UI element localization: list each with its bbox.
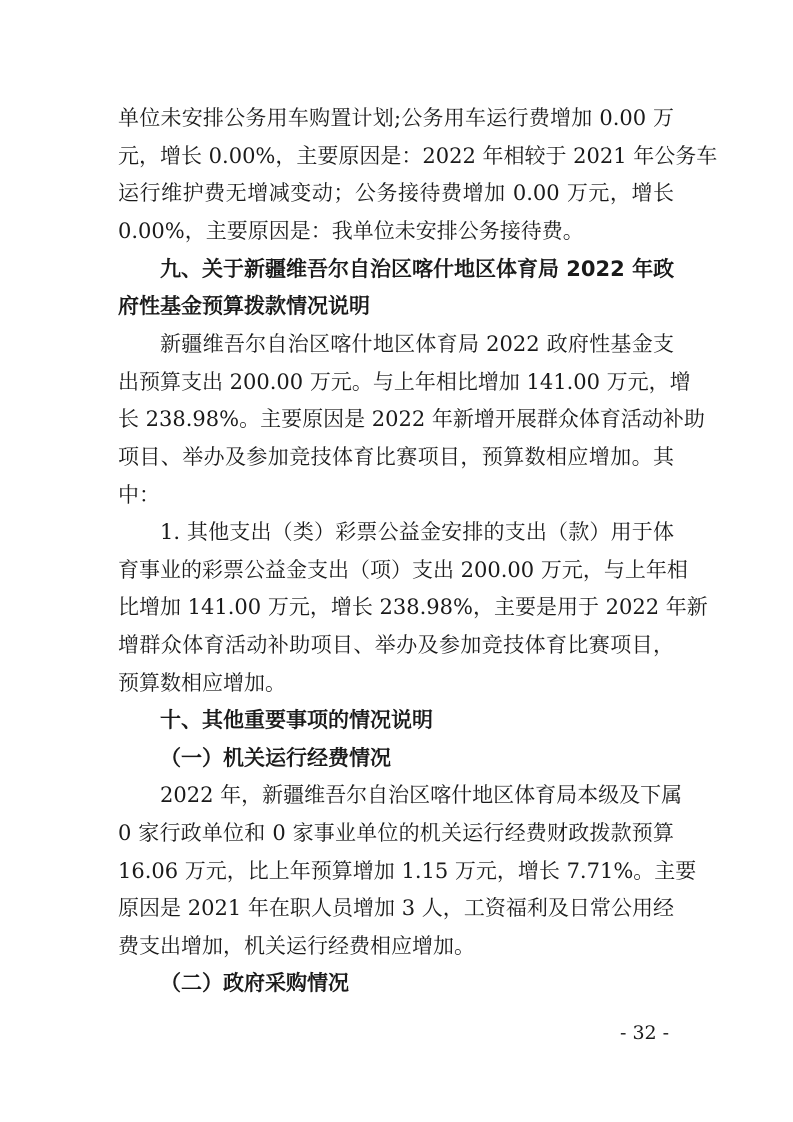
text-line: 1. 其他支出（类）彩票公益金安排的支出（款）用于体 <box>160 520 674 544</box>
text-line: 0 家行政单位和 0 家事业单位的机关运行经费财政拨款预算 <box>118 821 674 845</box>
text-line: 育事业的彩票公益金支出（项）支出 200.00 万元，与上年相 <box>118 558 688 582</box>
text-line: 增群众体育活动补助项目、举办及参加竞技体育比赛项目， <box>118 633 674 657</box>
section-heading-9-cont: 府性基金预算拨款情况说明 <box>118 294 370 318</box>
text-line: 0.00%，主要原因是：我单位未安排公务接待费。 <box>118 219 584 243</box>
text-line: 长 238.98%。主要原因是 2022 年新增开展群众体育活动补助 <box>118 407 705 431</box>
section-heading-10: 十、其他重要事项的情况说明 <box>160 708 433 732</box>
subsection-heading-2: （二）政府采购情况 <box>160 970 349 995</box>
text-line: 中： <box>118 483 160 507</box>
subsection-heading-1: （一）机关运行经费情况 <box>160 745 391 770</box>
text-line: 费支出增加，机关运行经费相应增加。 <box>118 934 475 958</box>
page-number: - 32 - <box>620 1022 670 1044</box>
section-heading-9: 九、关于新疆维吾尔自治区喀什地区体育局 2022 年政 <box>160 257 675 281</box>
text-line: 项目、举办及参加竞技体育比赛项目，预算数相应增加。其 <box>118 445 674 469</box>
text-line: 新疆维吾尔自治区喀什地区体育局 2022 政府性基金支 <box>160 332 674 356</box>
text-line: 预算数相应增加。 <box>118 671 286 695</box>
text-line: 单位未安排公务用车购置计划;公务用车运行费增加 0.00 万 <box>118 106 674 130</box>
text-line: 运行维护费无增减变动；公务接待费增加 0.00 万元，增长 <box>118 181 674 205</box>
text-line: 2022 年，新疆维吾尔自治区喀什地区体育局本级及下属 <box>160 783 683 807</box>
text-line: 16.06 万元，比上年预算增加 1.15 万元，增长 7.71%。主要 <box>118 859 697 883</box>
text-line: 元，增长 0.00%，主要原因是：2022 年相较于 2021 年公务车 <box>118 144 718 168</box>
text-line: 出预算支出 200.00 万元。与上年相比增加 141.00 万元，增 <box>118 370 691 394</box>
text-line: 原因是 2021 年在职人员增加 3 人，工资福利及日常公用经 <box>118 896 674 920</box>
text-line: 比增加 141.00 万元，增长 238.98%，主要是用于 2022 年新 <box>118 595 708 619</box>
